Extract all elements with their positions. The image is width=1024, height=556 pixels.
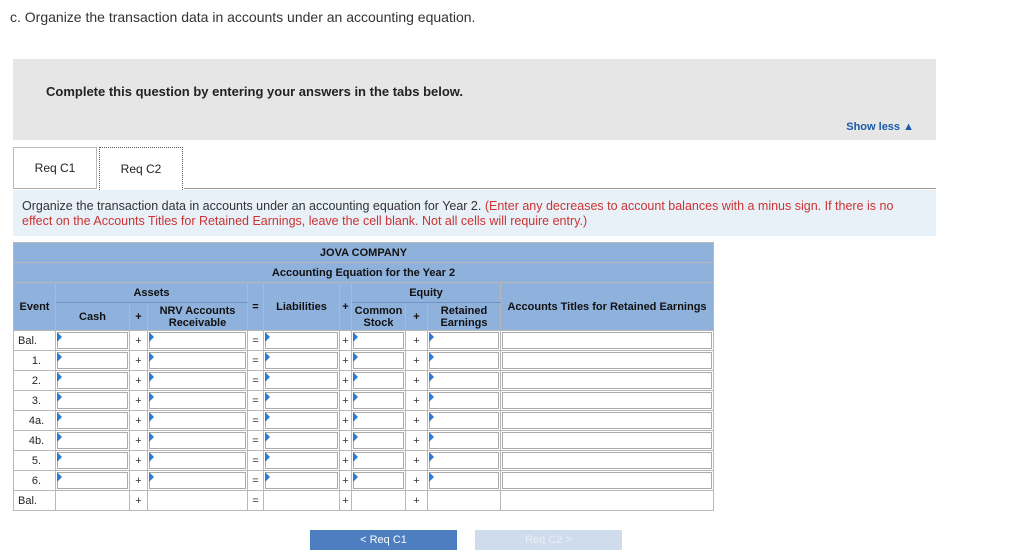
question-text: c. Organize the transaction data in accounts under an accounting equation.: [10, 9, 476, 25]
cash-input[interactable]: [56, 331, 130, 351]
plus-sign: +: [406, 451, 428, 471]
retained-earnings-total: [428, 491, 501, 511]
plus-sign: +: [406, 471, 428, 491]
retained-earnings-input[interactable]: [428, 331, 501, 351]
table-row: [14, 411, 714, 431]
table-row: [14, 491, 714, 511]
titles-input[interactable]: [501, 371, 714, 391]
titles-input[interactable]: [501, 411, 714, 431]
plus-sign: +: [340, 411, 352, 431]
plus-sign: +: [340, 491, 352, 511]
retained-earnings-input[interactable]: [428, 411, 501, 431]
equals-sign: =: [248, 351, 264, 371]
plus-sign: +: [406, 491, 428, 511]
liabilities-input[interactable]: [264, 371, 340, 391]
tab-req-c2[interactable]: Req C2: [99, 147, 183, 190]
retained-earnings-input[interactable]: [428, 371, 501, 391]
event-header: Event: [14, 283, 56, 331]
equity-header: Equity: [352, 283, 501, 303]
event-label: Bal.: [14, 331, 56, 351]
titles-input[interactable]: [501, 431, 714, 451]
event-label: 3.: [14, 391, 56, 411]
event-label: 2.: [14, 371, 56, 391]
nrv-total: [148, 491, 248, 511]
plus-sign: +: [130, 451, 148, 471]
plus-sign: +: [406, 351, 428, 371]
plus-sign: +: [406, 411, 428, 431]
liabilities-input[interactable]: [264, 331, 340, 351]
common-stock-input[interactable]: [352, 411, 406, 431]
nrv-input[interactable]: [148, 351, 248, 371]
titles-input[interactable]: [501, 471, 714, 491]
titles-input[interactable]: [501, 331, 714, 351]
plus-sign: +: [130, 371, 148, 391]
cash-input[interactable]: [56, 391, 130, 411]
table-row: [14, 371, 714, 391]
equals-sign: =: [248, 411, 264, 431]
prev-req-button[interactable]: < Req C1: [310, 530, 457, 550]
tab-bar: [13, 147, 936, 189]
plus-sign: +: [130, 411, 148, 431]
common-stock-input[interactable]: [352, 451, 406, 471]
tab-req-c1[interactable]: Req C1: [13, 147, 97, 189]
plus-sign: +: [130, 491, 148, 511]
assets-header: Assets: [56, 283, 248, 303]
common-stock-total: [352, 491, 406, 511]
table-row: [14, 331, 714, 351]
nrv-input[interactable]: [148, 331, 248, 351]
event-label: 4a.: [14, 411, 56, 431]
accounting-equation-table: [13, 242, 714, 511]
next-req-button[interactable]: Req C2 >: [475, 530, 622, 550]
common-stock-input[interactable]: [352, 351, 406, 371]
equals-sign-header: =: [248, 283, 264, 331]
liabilities-total: [264, 491, 340, 511]
plus-sign: +: [130, 391, 148, 411]
table-row: [14, 391, 714, 411]
event-label: Bal.: [14, 491, 56, 511]
cash-input[interactable]: [56, 471, 130, 491]
equals-sign: =: [248, 431, 264, 451]
common-stock-input[interactable]: [352, 471, 406, 491]
instruction-note: (Enter any decreases to account balances with a minus sign. If there is no effect on the Accounts Titles for Retained Earnings, leave the cell blank. Not all cells will require entry.): [22, 199, 894, 228]
table-row: [14, 431, 714, 451]
event-label: 5.: [14, 451, 56, 471]
common-stock-header: Common Stock: [352, 303, 406, 331]
retained-earnings-header: Retained Earnings: [428, 303, 501, 331]
cash-total: [56, 491, 130, 511]
table-row: [14, 351, 714, 371]
titles-input[interactable]: [501, 351, 714, 371]
event-label: 4b.: [14, 431, 56, 451]
retained-earnings-input[interactable]: [428, 471, 501, 491]
plus-sign-header: +: [406, 303, 428, 331]
common-stock-input[interactable]: [352, 331, 406, 351]
cash-header: Cash: [56, 303, 130, 331]
event-label: 6.: [14, 471, 56, 491]
table-row: [14, 451, 714, 471]
nrv-input[interactable]: [148, 411, 248, 431]
cash-input[interactable]: [56, 411, 130, 431]
titles-input[interactable]: [501, 391, 714, 411]
nrv-input[interactable]: [148, 451, 248, 471]
nrv-input[interactable]: [148, 471, 248, 491]
retained-earnings-input[interactable]: [428, 451, 501, 471]
instructions-panel: [13, 59, 936, 140]
retained-earnings-input[interactable]: [428, 431, 501, 451]
retained-earnings-input[interactable]: [428, 351, 501, 371]
tab-divider: [184, 188, 936, 189]
equals-sign: =: [248, 471, 264, 491]
plus-sign: +: [340, 351, 352, 371]
plus-sign: +: [130, 351, 148, 371]
plus-sign: +: [340, 431, 352, 451]
cash-input[interactable]: [56, 371, 130, 391]
equals-sign: =: [248, 451, 264, 471]
plus-sign: +: [340, 331, 352, 351]
common-stock-input[interactable]: [352, 431, 406, 451]
plus-sign: +: [406, 431, 428, 451]
cash-input[interactable]: [56, 351, 130, 371]
show-less-link[interactable]: Show less ▲: [846, 121, 914, 133]
equals-sign: =: [248, 491, 264, 511]
nrv-input[interactable]: [148, 371, 248, 391]
table-row: [14, 471, 714, 491]
liabilities-input[interactable]: [264, 391, 340, 411]
cash-input[interactable]: [56, 431, 130, 451]
equals-sign: =: [248, 391, 264, 411]
liabilities-header: Liabilities: [264, 283, 340, 331]
equals-sign: =: [248, 371, 264, 391]
equals-sign: =: [248, 331, 264, 351]
nrv-input[interactable]: [148, 431, 248, 451]
titles-input[interactable]: [501, 451, 714, 471]
common-stock-input[interactable]: [352, 391, 406, 411]
plus-sign: +: [340, 471, 352, 491]
titles-header: Accounts Titles for Retained Earnings: [501, 283, 714, 331]
plus-sign: +: [130, 431, 148, 451]
plus-sign: +: [340, 391, 352, 411]
common-stock-input[interactable]: [352, 371, 406, 391]
plus-sign: +: [406, 371, 428, 391]
liabilities-input[interactable]: [264, 351, 340, 371]
plus-sign: +: [130, 471, 148, 491]
plus-sign: +: [130, 331, 148, 351]
plus-sign-header: +: [340, 283, 352, 331]
liabilities-input[interactable]: [264, 431, 340, 451]
retained-earnings-input[interactable]: [428, 391, 501, 411]
plus-sign: +: [340, 371, 352, 391]
instructions-box: [13, 190, 936, 236]
liabilities-input[interactable]: [264, 471, 340, 491]
titles-total: [501, 491, 714, 511]
instruction-text: Organize the transaction data in accounts under an accounting equation for Year 2.: [22, 199, 482, 213]
plus-sign-header: +: [130, 303, 148, 331]
nrv-header: NRV Accounts Receivable: [148, 303, 248, 331]
table-subtitle: Accounting Equation for the Year 2: [14, 263, 714, 283]
plus-sign: +: [406, 391, 428, 411]
plus-sign: +: [340, 451, 352, 471]
liabilities-input[interactable]: [264, 451, 340, 471]
plus-sign: +: [406, 331, 428, 351]
event-label: 1.: [14, 351, 56, 371]
liabilities-input[interactable]: [264, 411, 340, 431]
nrv-input[interactable]: [148, 391, 248, 411]
panel-title: Complete this question by entering your answers in the tabs below.: [46, 84, 464, 99]
cash-input[interactable]: [56, 451, 130, 471]
company-name: JOVA COMPANY: [14, 243, 714, 263]
